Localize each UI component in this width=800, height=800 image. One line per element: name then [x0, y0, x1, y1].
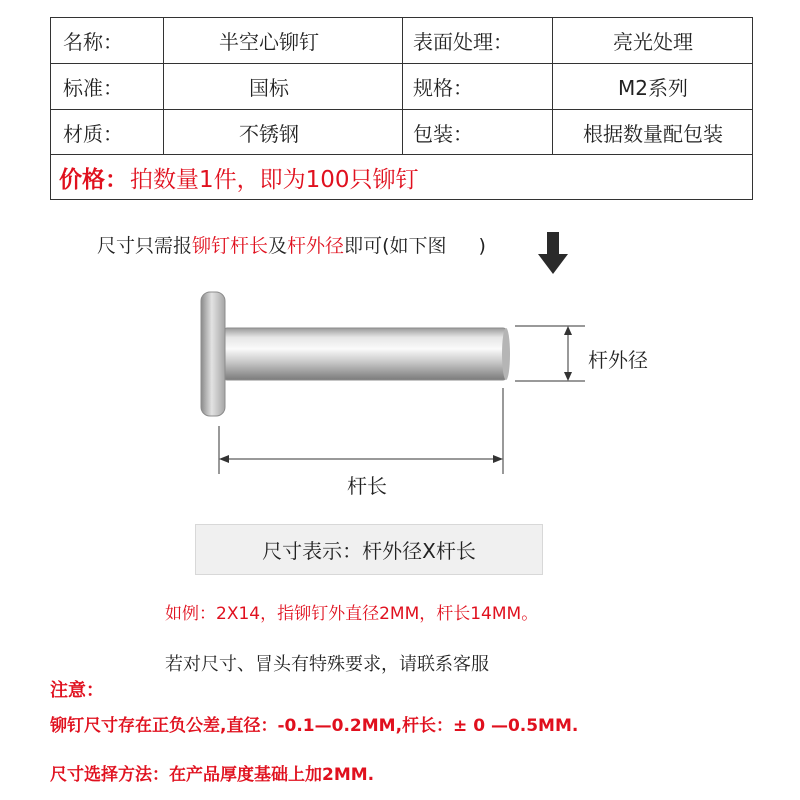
spec-value: 根据数量配包装 — [583, 121, 723, 146]
spec-label: 名称： — [51, 18, 164, 63]
spec-row — [51, 110, 752, 155]
diameter-dimension — [515, 326, 585, 381]
spec-value: 国标 — [164, 64, 403, 109]
diameter-label: 杆外径 — [588, 348, 648, 372]
tolerance-note: 铆钉尺寸存在正负公差,直径：-0.1—0.2MM,杆长：± 0 —0.5MM. — [50, 716, 579, 736]
rivet-image — [201, 292, 510, 416]
spec-table — [50, 17, 753, 200]
price-row — [51, 155, 752, 200]
selection-note: 尺寸选择方法：在产品厚度基础上加2MM. — [50, 765, 375, 785]
spec-row — [51, 64, 752, 110]
spec-row — [51, 18, 752, 64]
size-instruction — [97, 231, 486, 258]
custom-request-note: 若对尺寸、冒头有特殊要求，请联系客服 — [165, 654, 489, 675]
length-dimension — [219, 388, 503, 474]
size-example: 如例：2X14，指铆钉外直径2MM，杆长14MM。 — [165, 604, 539, 624]
spec-label: 包装： — [403, 110, 553, 154]
down-arrow-icon — [538, 232, 568, 274]
price-label: 价格： — [59, 167, 128, 193]
spec-label: 标准： — [51, 64, 164, 109]
instruction-close: ) — [478, 235, 486, 257]
spec-value: 不锈钢 — [164, 110, 403, 154]
price-value: 拍数量1件，即为100只铆钉 — [130, 167, 419, 193]
instruction-prefix: 尺寸只需报 — [97, 235, 193, 257]
instruction-highlight-length: 铆钉杆长 — [192, 235, 269, 257]
notes-title: 注意： — [50, 680, 104, 701]
spec-label: 规格： — [403, 64, 553, 109]
spec-value: 亮光处理 — [613, 30, 693, 54]
instruction-suffix: 即可(如下图 — [344, 235, 447, 257]
rivet-diagram — [190, 288, 670, 498]
spec-label: 材质： — [51, 110, 164, 154]
size-formula: 尺寸表示：杆外径X杆长 — [195, 524, 543, 575]
spec-label: 表面处理： — [403, 18, 553, 63]
instruction-middle: 及 — [268, 235, 288, 257]
spec-value: M2系列 — [618, 76, 688, 100]
length-label: 杆长 — [347, 474, 387, 498]
spec-value: 半空心铆钉 — [164, 18, 403, 63]
instruction-highlight-diameter: 杆外径 — [287, 235, 345, 257]
